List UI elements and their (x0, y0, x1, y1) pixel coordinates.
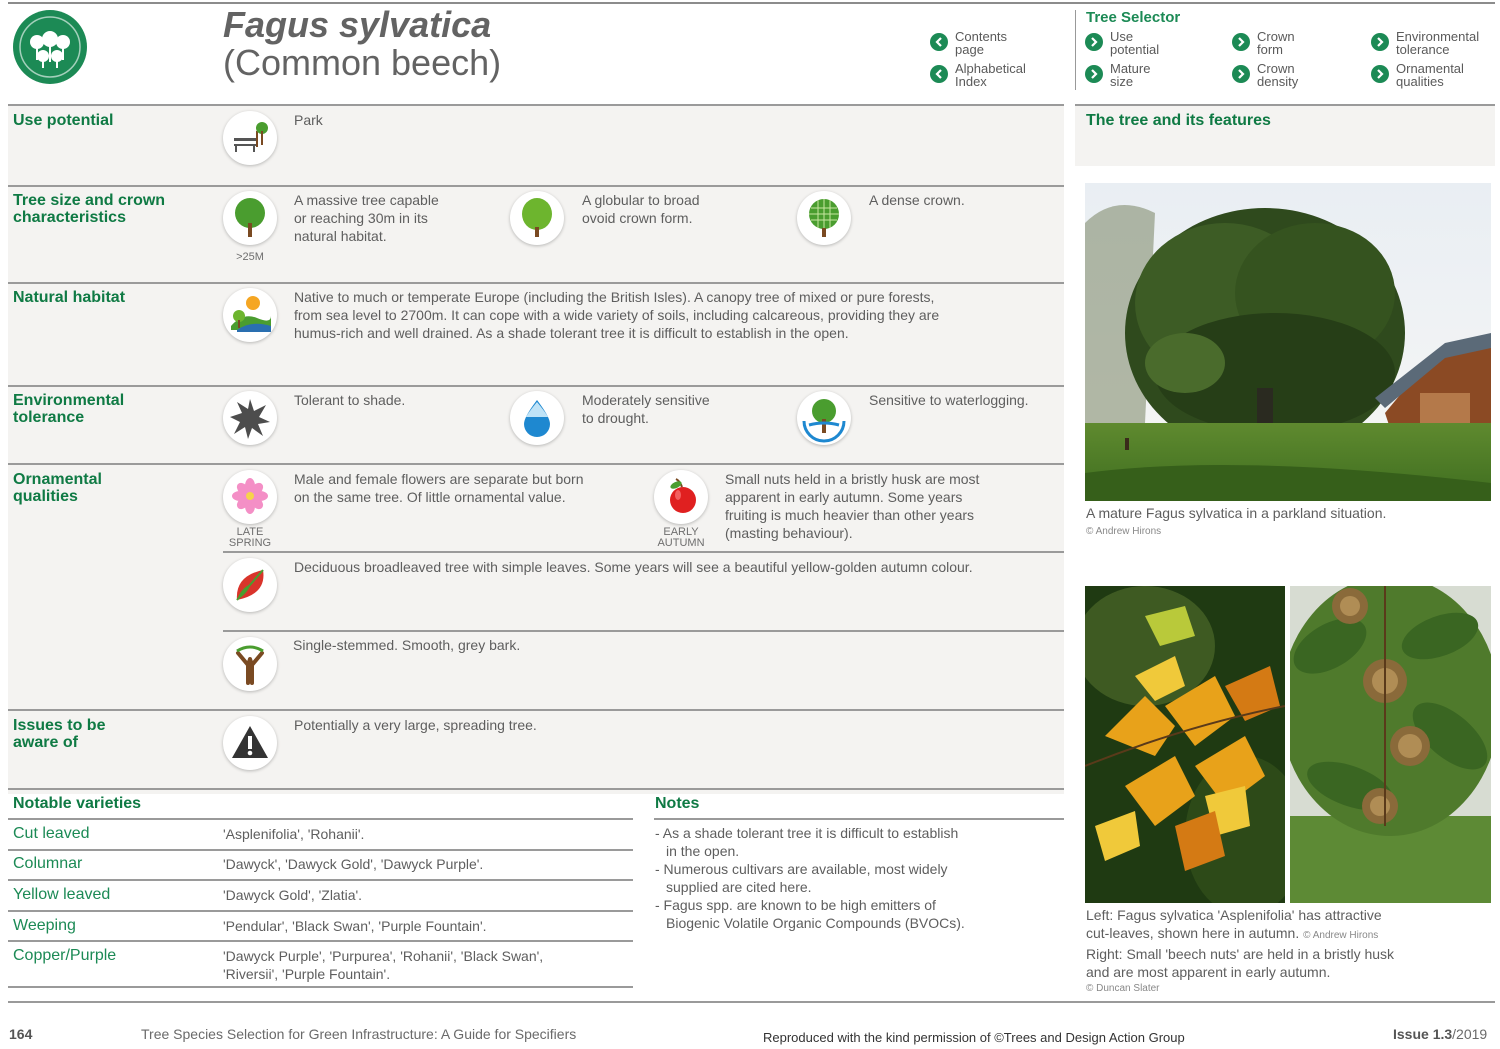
nav-label: qualities (1396, 74, 1444, 89)
variety-name: Yellow leaved (13, 886, 111, 903)
flower-text: Male and female flowers are separate but born on the same tree. Of little ornamental value. (294, 471, 584, 505)
header-divider (1075, 10, 1076, 90)
section-rule (654, 818, 1064, 820)
drought-text: Moderately sensitive to drought. (582, 392, 710, 426)
varieties-heading: Notable varieties (13, 795, 142, 812)
habitat-landscape-icon (223, 288, 277, 342)
tdag-logo-icon[interactable] (13, 10, 87, 84)
ornamental-heading: Ornamental qualities (13, 471, 102, 505)
variety-value: 'Pendular', 'Black Swan', 'Purple Fountain'. (223, 918, 487, 934)
variety-name: Columnar (13, 855, 83, 872)
waterlogging-icon (797, 391, 851, 445)
park-bench-icon (223, 111, 277, 165)
globular-crown-icon (510, 191, 564, 245)
section-rule (8, 104, 1064, 106)
page-number: 164 (9, 1026, 33, 1042)
nav-label: page (955, 42, 984, 57)
section-rule (8, 185, 1064, 187)
bark-trunk-icon (223, 637, 277, 691)
shade-tolerance-icon (223, 391, 277, 445)
footer-rule (8, 1001, 1495, 1003)
issue-label: Issue 1.3/2019 (1393, 1026, 1488, 1042)
notes-list: - As a shade tolerant tree it is difficult to establish in the open. - Numerous cultivars are available, most widely supplied are cited here. - Fagus spp. are known to be high emitters of Biogenic Volatile Organic Compounds (BVOCs). (655, 825, 965, 931)
shade-text: Tolerant to shade. (294, 392, 406, 408)
section-rule (8, 940, 633, 942)
section-rule (8, 849, 633, 851)
features-heading: The tree and its features (1086, 112, 1271, 129)
photo-cut-leaves (1085, 586, 1285, 903)
nav-label: Ornamental (1396, 61, 1464, 76)
nav-label: density (1257, 74, 1299, 89)
nav-label: Contents (955, 29, 1008, 44)
notes-heading: Notes (655, 795, 700, 812)
photo3-credit: © Duncan Slater (1086, 983, 1160, 994)
nav-label: Crown (1257, 61, 1295, 76)
nav-label: size (1110, 74, 1134, 89)
chevron-right-icon (1232, 65, 1250, 83)
massive-tree-icon (223, 191, 277, 245)
tree-size-text: A massive tree capable or reaching 30m in its natural habitat. (294, 192, 439, 244)
variety-value: 'Dawyck Gold', 'Zlatia'. (223, 887, 363, 903)
chevron-right-icon (1371, 33, 1389, 51)
natural-habitat-text: Native to much or temperate Europe (including the British Isles). A canopy tree of mixed or pure forests, from sea level to 2700m. It can cope with a wide variety of soils, including calcareous, providing they are humus-rich and well drained. As a shade tolerant tree it is difficult to establish in the open. (294, 289, 940, 341)
environmental-heading: Environmental tolerance (13, 392, 125, 426)
warning-icon (223, 716, 277, 770)
nav-label: potential (1110, 42, 1160, 57)
bark-text: Single-stemmed. Smooth, grey bark. (293, 637, 521, 653)
water-drop-icon (510, 391, 564, 445)
section-rule (8, 879, 633, 881)
page-title-common: (Common beech) (223, 42, 502, 83)
variety-name: Cut leaved (13, 825, 90, 842)
nav-label: Alphabetical (955, 61, 1026, 76)
leaf-icon (223, 558, 277, 612)
note-item: - Numerous cultivars are available, most widely (655, 861, 948, 877)
photo2-caption: Left: Fagus sylvatica 'Asplenifolia' has attractive cut-leaves, shown here in autumn. © Andrew Hirons (1086, 907, 1382, 941)
dense-crown-icon (797, 191, 851, 245)
section-rule (8, 282, 1064, 284)
tree-size-heading: Tree size and crown characteristics (13, 192, 166, 226)
section-rule (8, 788, 1064, 790)
section-rule (8, 709, 1064, 711)
photo1-caption: A mature Fagus sylvatica in a parkland situation. (1086, 505, 1387, 521)
section-rule (223, 630, 1064, 632)
variety-value: 'Asplenifolia', 'Rohanii'. (223, 826, 365, 842)
chevron-right-icon (1371, 65, 1389, 83)
section-rule (8, 818, 633, 820)
nav-label: tolerance (1396, 42, 1450, 57)
chevron-left-icon (930, 33, 948, 51)
nav-label: Crown (1257, 29, 1295, 44)
section-rule (8, 463, 1064, 465)
use-potential-text: Park (294, 112, 323, 128)
photo-beech-nuts (1290, 586, 1491, 903)
chevron-left-icon (930, 65, 948, 83)
chevron-right-icon (1232, 33, 1250, 51)
chevron-right-icon (1085, 65, 1103, 83)
chevron-right-icon (1085, 33, 1103, 51)
crown-density-text: A dense crown. (869, 192, 965, 208)
variety-value: 'Dawyck Purple', 'Purpurea', 'Rohanii', 'Black Swan', 'Riversii', 'Purple Fountain'. (223, 948, 544, 982)
issues-text: Potentially a very large, spreading tree. (294, 717, 537, 733)
use-potential-heading: Use potential (13, 112, 114, 129)
photo1-credit: © Andrew Hirons (1086, 526, 1162, 537)
nav-label: Environmental (1396, 29, 1480, 44)
flower-season: LATE SPRING (228, 526, 272, 549)
note-item: - As a shade tolerant tree it is difficult to establish (655, 825, 959, 841)
note-item: - Fagus spp. are known to be high emitters of (655, 897, 936, 913)
permission-note: Reproduced with the kind permission of ©Trees and Design Action Group (763, 1030, 1185, 1045)
fruit-text: Small nuts held in a bristly husk are most apparent in early autumn. Some years fruiting is much heavier than other years (masting behaviour). (725, 471, 980, 541)
natural-habitat-heading: Natural habitat (13, 289, 126, 306)
fruit-season: EARLY AUTUMN (657, 526, 705, 549)
issues-heading: Issues to be aware of (13, 717, 106, 751)
crown-form-text: A globular to broad ovoid crown form. (582, 192, 700, 226)
nav-label: Mature (1110, 61, 1151, 76)
section-rule (1075, 104, 1495, 106)
size-label: >25M (236, 251, 264, 263)
waterlogging-text: Sensitive to waterlogging. (869, 392, 1029, 408)
nav-label: Index (955, 74, 987, 89)
variety-name: Weeping (13, 917, 76, 934)
variety-name: Copper/Purple (13, 947, 117, 964)
section-rule (8, 986, 633, 988)
leaf-text: Deciduous broadleaved tree with simple leaves. Some years will see a beautiful yellow-golden autumn colour. (294, 559, 973, 575)
nav-label: form (1257, 42, 1283, 57)
nav-label: Use (1110, 29, 1134, 44)
photo-mature-tree (1085, 183, 1491, 501)
photo2-credit: © Andrew Hirons (1303, 930, 1379, 941)
photo3-caption: Right: Small 'beech nuts' are held in a bristly husk and are most apparent in early autumn. (1086, 946, 1395, 980)
page-title-latin: Fagus sylvatica (223, 4, 492, 45)
variety-value: 'Dawyck', 'Dawyck Gold', 'Dawyck Purple'. (223, 856, 484, 872)
flower-icon (223, 470, 277, 524)
section-rule (8, 385, 1064, 387)
section-rule (8, 910, 633, 912)
guide-title: Tree Species Selection for Green Infrastructure: A Guide for Specifiers (141, 1026, 577, 1042)
section-rule (223, 551, 1064, 553)
fruit-icon (654, 470, 708, 524)
tree-selector-title: Tree Selector (1086, 9, 1181, 26)
